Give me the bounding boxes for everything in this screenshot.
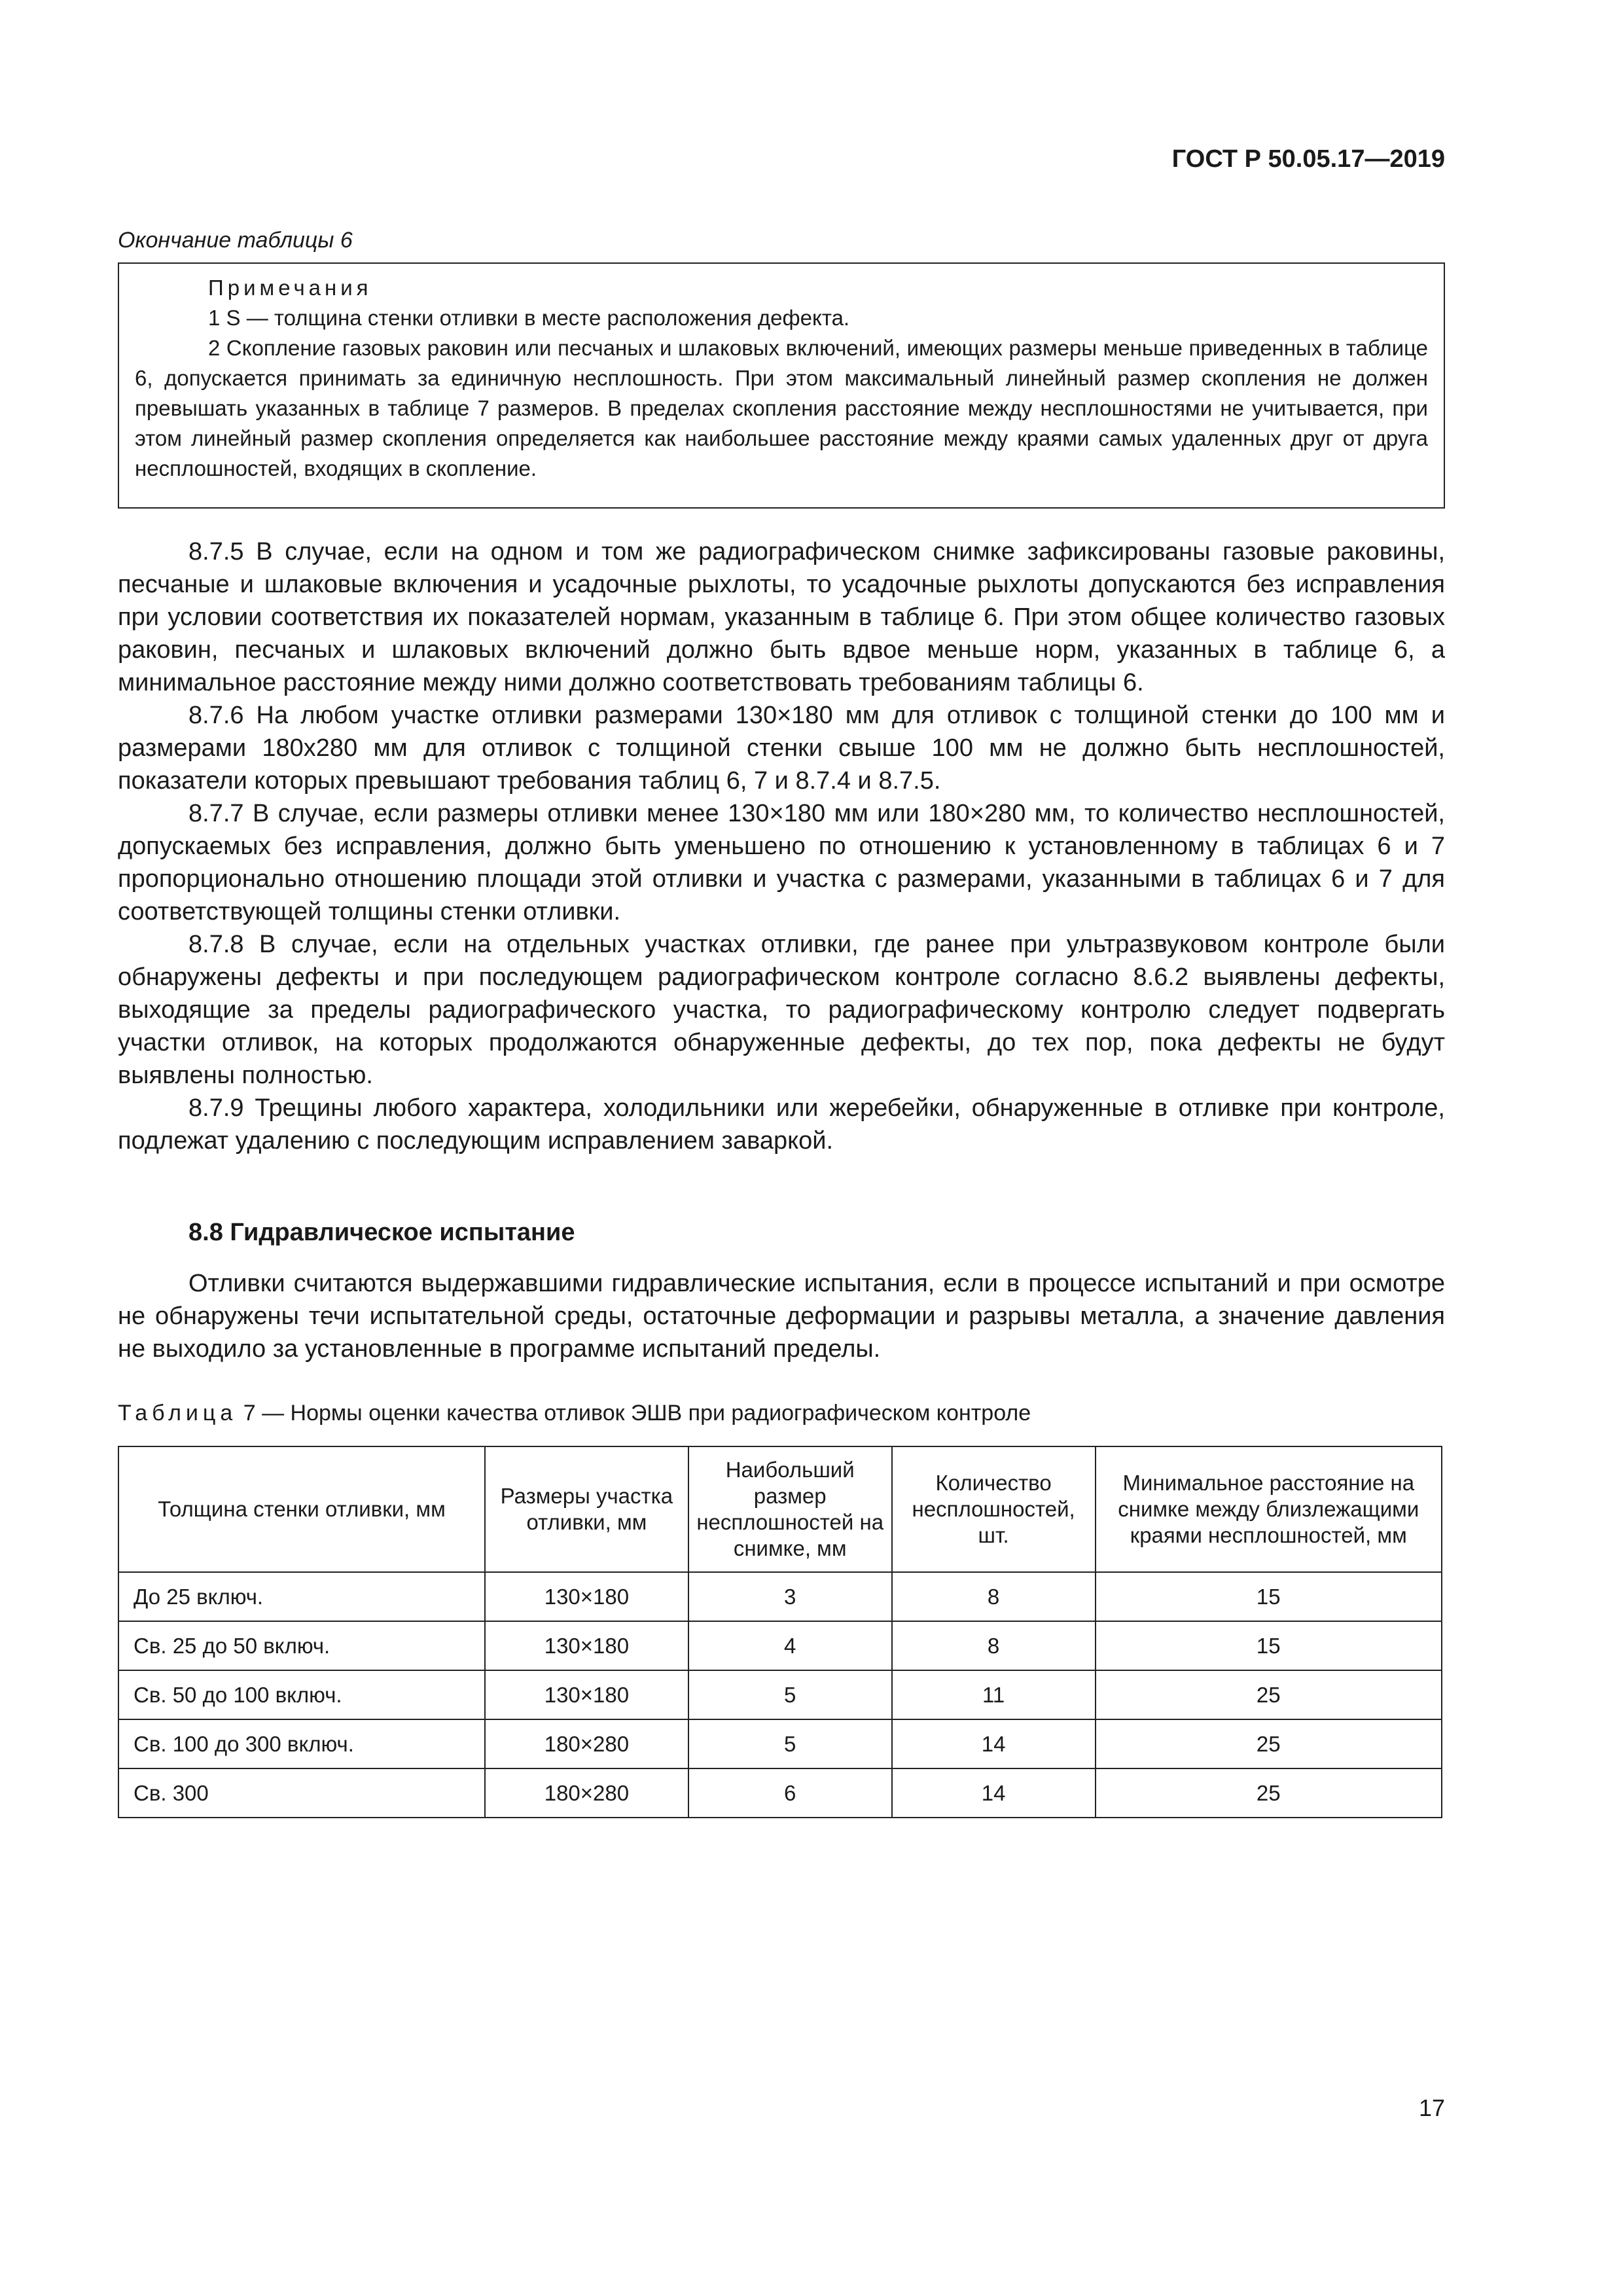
table-row (118, 1768, 1442, 1818)
table7 (118, 1446, 1442, 1818)
table-cell: 130×180 (485, 1572, 688, 1621)
table-row (118, 1719, 1442, 1768)
table-cell: 14 (892, 1719, 1096, 1768)
table7-header-cell: Толщина стенки отливки, мм (118, 1446, 485, 1572)
table7-header-cell: Наибольший размер несплошностей на снимке, мм (688, 1446, 892, 1572)
section-8-8-heading: 8.8 Гидравлическое испытание (188, 1219, 575, 1246)
clause-8-7-7: 8.7.7 В случае, если размеры отливки менее 130×180 мм или 180×280 мм, то количество несплошностей, допускаемых без исправления, должно быть уменьшено по отношению к установленному в таблицах 6 и 7 пропорционально отношению площади этой отливки и участка с размерами, указанными в таблицах 6 и 7 для соответствующей толщины стенки отливки. (118, 800, 1445, 925)
table7-header-cell: Количество несплошностей, шт. (892, 1446, 1096, 1572)
note-1: 1 S — толщина стенки отливки в месте расположения дефекта. (208, 306, 850, 330)
table7-caption-text: 7 — Нормы оценки качества отливок ЭШВ при радиографическом контроле (237, 1401, 1031, 1426)
table-cell: 3 (688, 1572, 892, 1621)
table6-notes-box (118, 262, 1445, 509)
table-cell: Св. 300 (118, 1768, 485, 1818)
table-cell: Св. 50 до 100 включ. (118, 1670, 485, 1719)
table-cell: 25 (1096, 1719, 1442, 1768)
table-cell: 25 (1096, 1670, 1442, 1719)
table-cell: 5 (688, 1670, 892, 1719)
table-cell: 4 (688, 1621, 892, 1670)
page-number: 17 (1418, 2094, 1445, 2121)
table-row (118, 1572, 1442, 1621)
table-row (118, 1670, 1442, 1719)
section-8-8-text: Отливки считаются выдержавшими гидравлические испытания, если в процессе испытаний и при осмотре не обнаружены течи испытательной среды, остаточные деформации и разрывы металла, а значение давления не выходило за установленные в программе испытаний пределы. (118, 1270, 1445, 1363)
table-cell: 8 (892, 1572, 1096, 1621)
table-cell: 130×180 (485, 1670, 688, 1719)
document-header: ГОСТ Р 50.05.17—2019 (1171, 145, 1445, 173)
clause-8-7-5: 8.7.5 В случае, если на одном и том же радиографическом снимке зафиксированы газовые раковины, песчаные и шлаковые включения и усадочные рыхлоты, то усадочные рыхлоты допускаются без исправления при условии соответствия их показателей нормам, указанным в таблице 6. При этом общее количество газовых раковин, песчаных и шлаковых включений должно быть вдвое меньше норм, указанных в таблице 6, а минимальное расстояние между ними должно соответствовать требованиям таблицы 6. (118, 538, 1445, 696)
table-cell: 180×280 (485, 1768, 688, 1818)
table-cell: 130×180 (485, 1621, 688, 1670)
notes-title: Примечания (208, 276, 372, 300)
table-cell: Св. 25 до 50 включ. (118, 1621, 485, 1670)
table6-end-caption: Окончание таблицы 6 (118, 228, 353, 253)
table-cell: 11 (892, 1670, 1096, 1719)
clause-8-7-9: 8.7.9 Трещины любого характера, холодильники или жеребейки, обнаруженные в отливке при контроле, подлежат удалению с последующим исправлением заваркой. (118, 1094, 1445, 1155)
table-cell: Св. 100 до 300 включ. (118, 1719, 485, 1768)
table7-caption-label: Таблица (118, 1401, 238, 1426)
table-cell: 8 (892, 1621, 1096, 1670)
table7-header-cell: Размеры участка отливки, мм (485, 1446, 688, 1572)
table-cell: 15 (1096, 1621, 1442, 1670)
table-row (118, 1621, 1442, 1670)
table-cell: 6 (688, 1768, 892, 1818)
clause-8-7-6: 8.7.6 На любом участке отливки размерами 130×180 мм для отливок с толщиной стенки до 100 мм и размерами 180х280 мм для отливок с толщиной стенки свыше 100 мм не должно быть несплошностей, показатели которых превышают требования таблиц 6, 7 и 8.7.4 и 8.7.5. (118, 702, 1445, 795)
table-cell: 25 (1096, 1768, 1442, 1818)
clause-8-7-8: 8.7.8 В случае, если на отдельных участках отливки, где ранее при ультразвуковом контроле были обнаружены дефекты и при последующем радиографическом контроле согласно 8.6.2 выявлены дефекты, выходящие за пределы радиографического участка, то радиографическому контролю следует подвергать участки отливок, на которых продолжаются обнаруженные дефекты, до тех пор, пока дефекты не будут выявлены полностью. (118, 931, 1445, 1089)
table-cell: 180×280 (485, 1719, 688, 1768)
table7-header-row (118, 1446, 1442, 1572)
table-cell: 14 (892, 1768, 1096, 1818)
table7-caption (118, 1401, 1031, 1426)
table7-header-cell: Минимальное расстояние на снимке между близлежащими краями несплошностей, мм (1096, 1446, 1442, 1572)
table-cell: До 25 включ. (118, 1572, 485, 1621)
section-8-8-body (118, 1267, 1445, 1365)
clauses-8-7 (118, 535, 1445, 1157)
table-cell: 15 (1096, 1572, 1442, 1621)
note-2: 2 Скопление газовых раковин или песчаных и шлаковых включений, имеющих размеры меньше приведенных в таблице 6, допускается принимать за единичную несплошность. При этом максимальный линейный размер скопления не должен превышать указанных в таблице 7 размеров. В пределах скопления расстояние между несплошностями не учитывается, при этом линейный размер скопления определяется как наибольшее расстояние между краями самых удаленных друг от друга несплошностей, входящих в скопление. (135, 336, 1428, 480)
table-cell: 5 (688, 1719, 892, 1768)
